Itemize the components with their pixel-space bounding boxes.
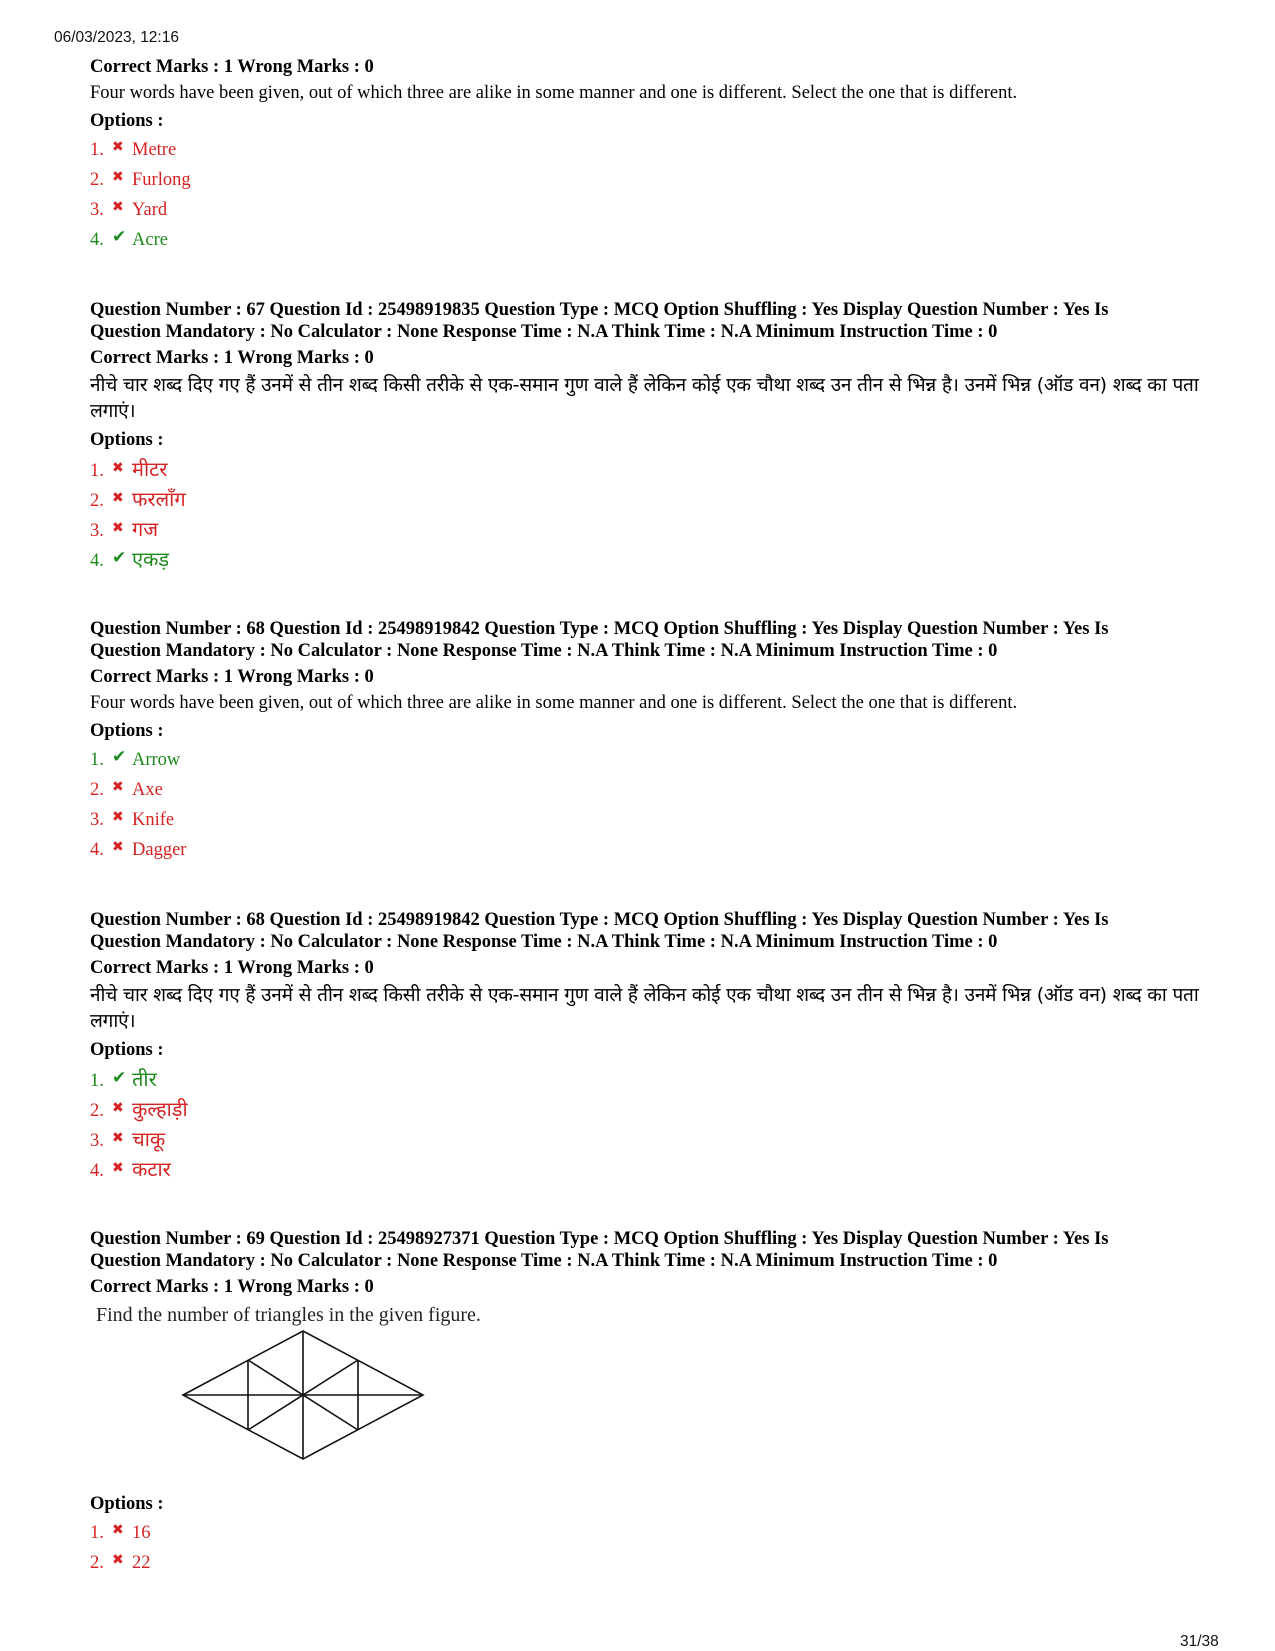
option-item — [90, 1518, 1200, 1548]
print-datetime: 06/03/2023, 12:16 — [54, 29, 179, 46]
option-item — [90, 1094, 1200, 1124]
option-item — [90, 1548, 1200, 1578]
option-item — [90, 544, 1200, 574]
cross-icon: ✖ — [112, 1160, 124, 1176]
question-meta-line-1: Question Number : 68 Question Id : 25498919842 Question Type : MCQ Option Shuffling : Yes Display Question Number : Yes Is — [90, 910, 1109, 930]
question-meta-line-1: Question Number : 69 Question Id : 25498927371 Question Type : MCQ Option Shuffling : Yes Display Question Number : Yes Is — [90, 1229, 1109, 1249]
question-meta-line-2: Question Mandatory : No Calculator : None Response Time : N.A Think Time : N.A Minimum Instruction Time : 0 — [90, 932, 998, 952]
option-number: 1. — [90, 140, 104, 160]
option-item — [90, 454, 1200, 484]
option-text: Acre — [132, 230, 168, 250]
option-item — [90, 135, 1200, 165]
cross-icon: ✖ — [112, 460, 124, 476]
options-list — [90, 1064, 1200, 1184]
option-text: Axe — [132, 780, 163, 800]
options-list — [90, 135, 1200, 255]
option-text: Arrow — [132, 750, 181, 770]
option-text: 22 — [132, 1553, 151, 1573]
option-number: 4. — [90, 230, 104, 250]
option-item — [90, 745, 1200, 775]
question-paper — [90, 56, 1200, 1578]
cross-icon: ✖ — [112, 520, 124, 536]
options-label: Options : — [90, 430, 164, 450]
option-number: 3. — [90, 1131, 104, 1151]
option-text: मीटर — [132, 457, 168, 481]
cross-icon: ✖ — [112, 839, 124, 855]
option-text: Dagger — [132, 840, 187, 860]
options-list — [90, 454, 1200, 574]
option-number: 2. — [90, 170, 104, 190]
options-label: Options : — [90, 1040, 164, 1060]
option-number: 3. — [90, 521, 104, 541]
cross-icon: ✖ — [112, 139, 124, 155]
options-label: Options : — [90, 1494, 164, 1514]
question-block — [90, 299, 1200, 574]
question-block — [90, 909, 1200, 1184]
option-number: 4. — [90, 840, 104, 860]
question-text: नीचे चार शब्द दिए गए हैं उनमें से तीन शब्द किसी तरीके से एक-समान गुण वाले हैं लेकिन कोई एक चौथा शब्द उन तीन से भिन्न है। उनमें भिन्न (ऑड वन) शब्द का पता लगाएं। — [90, 374, 1199, 422]
question-meta-line-2: Question Mandatory : No Calculator : None Response Time : N.A Think Time : N.A Minimum Instruction Time : 0 — [90, 322, 998, 342]
marks-line: Correct Marks : 1 Wrong Marks : 0 — [90, 667, 374, 687]
option-text: Furlong — [132, 170, 191, 190]
cross-icon: ✖ — [112, 779, 124, 795]
question-meta-line-2: Question Mandatory : No Calculator : None Response Time : N.A Think Time : N.A Minimum Instruction Time : 0 — [90, 641, 998, 661]
option-number: 2. — [90, 1553, 104, 1573]
cross-icon: ✖ — [112, 490, 124, 506]
question-meta-line-1: Question Number : 68 Question Id : 25498919842 Question Type : MCQ Option Shuffling : Yes Display Question Number : Yes Is — [90, 619, 1109, 639]
option-number: 2. — [90, 491, 104, 511]
question-text: नीचे चार शब्द दिए गए हैं उनमें से तीन शब्द किसी तरीके से एक-समान गुण वाले हैं लेकिन कोई एक चौथा शब्द उन तीन से भिन्न है। उनमें भिन्न (ऑड वन) शब्द का पता लगाएं। — [90, 984, 1199, 1032]
option-item — [90, 1124, 1200, 1154]
marks-line: Correct Marks : 1 Wrong Marks : 0 — [90, 1277, 374, 1297]
option-number: 2. — [90, 1101, 104, 1121]
question-figure — [90, 1304, 540, 1482]
question-block — [90, 618, 1200, 865]
question-meta-line-1: Question Number : 67 Question Id : 25498919835 Question Type : MCQ Option Shuffling : Yes Display Question Number : Yes Is — [90, 300, 1109, 320]
option-text: एकड़ — [132, 547, 170, 571]
option-number: 1. — [90, 461, 104, 481]
marks-line: Correct Marks : 1 Wrong Marks : 0 — [90, 348, 374, 368]
option-item — [90, 1064, 1200, 1094]
option-text: कटार — [132, 1157, 171, 1181]
option-text: 16 — [132, 1523, 151, 1543]
option-text: Knife — [132, 810, 175, 830]
check-icon: ✔ — [112, 227, 127, 247]
option-item — [90, 805, 1200, 835]
options-list — [90, 1518, 1200, 1578]
option-text: कुल्हाड़ी — [132, 1097, 188, 1121]
option-item — [90, 195, 1200, 225]
cross-icon: ✖ — [112, 199, 124, 215]
cross-icon: ✖ — [112, 169, 124, 185]
option-item — [90, 775, 1200, 805]
option-text: फरलाँग — [132, 487, 186, 511]
option-text: तीर — [132, 1067, 157, 1091]
question-meta-line-2: Question Mandatory : No Calculator : None Response Time : N.A Think Time : N.A Minimum Instruction Time : 0 — [90, 1251, 998, 1271]
options-label: Options : — [90, 111, 164, 131]
triangle-figure — [180, 1329, 430, 1469]
option-item — [90, 514, 1200, 544]
option-number: 3. — [90, 810, 104, 830]
cross-icon: ✖ — [112, 1130, 124, 1146]
options-list — [90, 745, 1200, 865]
option-item — [90, 165, 1200, 195]
question-text: Four words have been given, out of which three are alike in some manner and one is different. Select the one that is different. — [90, 693, 1018, 713]
option-number: 1. — [90, 750, 104, 770]
cross-icon: ✖ — [112, 1522, 124, 1538]
option-number: 4. — [90, 551, 104, 571]
options-label: Options : — [90, 721, 164, 741]
option-text: गज — [132, 517, 159, 541]
option-number: 1. — [90, 1071, 104, 1091]
option-number: 2. — [90, 780, 104, 800]
option-item — [90, 225, 1200, 255]
marks-line: Correct Marks : 1 Wrong Marks : 0 — [90, 57, 374, 77]
option-text: Yard — [132, 200, 168, 220]
option-number: 3. — [90, 200, 104, 220]
option-text: चाकू — [132, 1127, 166, 1151]
check-icon: ✔ — [112, 747, 127, 767]
check-icon: ✔ — [112, 548, 127, 568]
cross-icon: ✖ — [112, 809, 124, 825]
question-text: Find the number of triangles in the given figure. — [96, 1304, 481, 1326]
page-number: 31/38 — [1180, 1633, 1219, 1650]
question-text: Four words have been given, out of which three are alike in some manner and one is different. Select the one that is different. — [90, 83, 1018, 103]
cross-icon: ✖ — [112, 1552, 124, 1568]
question-block — [90, 1228, 1200, 1578]
check-icon: ✔ — [112, 1068, 127, 1088]
question-block — [90, 56, 1200, 255]
cross-icon: ✖ — [112, 1100, 124, 1116]
option-item — [90, 1154, 1200, 1184]
option-text: Metre — [132, 140, 177, 160]
option-number: 1. — [90, 1523, 104, 1543]
option-number: 4. — [90, 1161, 104, 1181]
marks-line: Correct Marks : 1 Wrong Marks : 0 — [90, 958, 374, 978]
option-item — [90, 835, 1200, 865]
option-item — [90, 484, 1200, 514]
